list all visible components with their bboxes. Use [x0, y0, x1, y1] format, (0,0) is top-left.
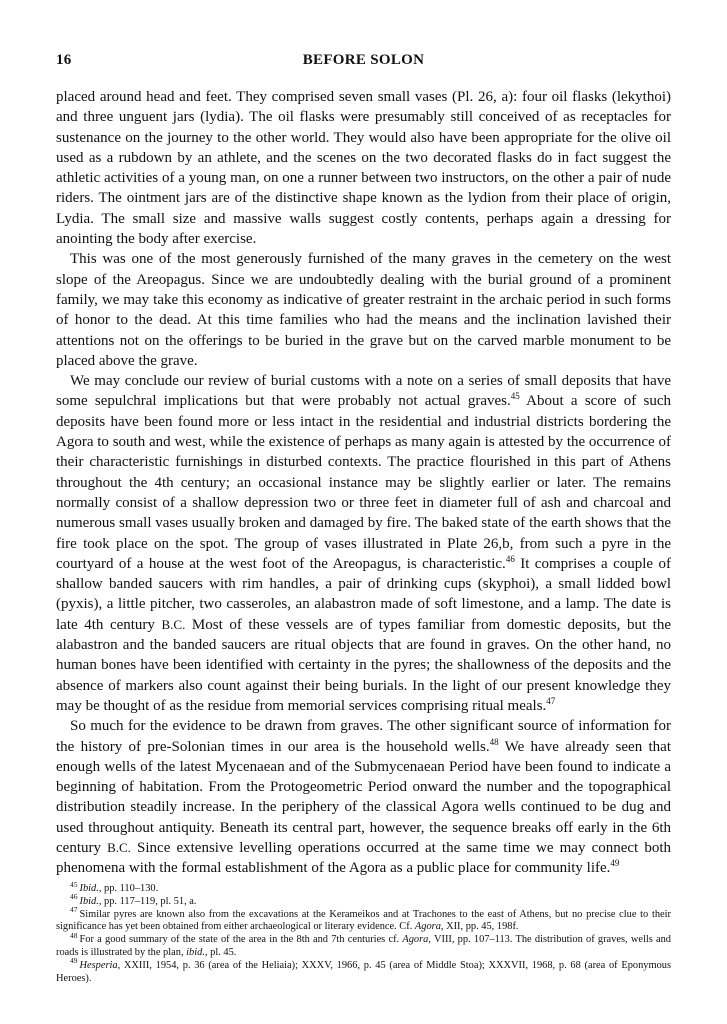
- text-run: This was one of the most generously furnished of the many graves in the cemetery on the west slope of the Areopagus. Since we are undoubtedly dealing with the burial ground of a prominent family, we may take this economy as indicative of greater restraint in the archaic period in such forms of honor to the dead. At this time families who had the means and the inclination lavished their attentions not on the offerings to be buried in the grave but on the carved marble monument to be placed above the grave.: [56, 251, 671, 369]
- footnote-number: 48: [70, 930, 78, 940]
- footnote-ref[interactable]: 49: [610, 858, 620, 869]
- footnote-text: , XXIII, 1954, p. 36 (area of the Heliaia); XXXV, 1966, p. 45 (area of Middle Stoa); XXXVII, 1968, p. 68 (area of Eponymous Heroes).: [56, 959, 671, 984]
- footnote-ref[interactable]: 45: [510, 391, 520, 402]
- citation-title: Agora: [402, 934, 429, 946]
- text-run: We may conclude our review of burial customs with a note on a series of small deposits that have some sepulchral implications but that were probably not actual graves.: [56, 373, 671, 410]
- small-caps-text: B.C.: [161, 616, 186, 632]
- footnote-text: For a good summary of the state of the area in the 8th and 7th centuries cf.: [79, 934, 403, 946]
- citation-title: ibid.: [186, 946, 205, 958]
- text-run: placed around head and feet. They comprised seven small vases (Pl. 26, a): four oil flasks (lekythoi) and three unguent jars (lydia). The oil flasks were presumably still conceived of as receptacles for sustenance on the journey to the other world. They would also have been appropriate for the olive oil used as a rubdown by an athlete, and the scenes on the two decorated flasks do in fact suggest the athletic activities of a young man, on one a runner between two instructors, on the other a pair of nude riders. The ointment jars are of the distinctive shape known as the lydion from their place of origin, Lydia. The small size and massive walls suggest costly contents, perhaps again a dressing for anointing the body after exercise.: [56, 89, 671, 248]
- footnote-48: [56, 930, 672, 960]
- page-number: 16: [56, 52, 72, 68]
- citation-title: Agora: [414, 921, 441, 933]
- paragraph-3: [56, 371, 671, 716]
- footnote-text: , pp. 110–130.: [98, 883, 159, 894]
- footnote-ref[interactable]: 48: [489, 736, 499, 747]
- citation-title: Ibid.: [79, 883, 99, 894]
- text-run: About a score of such deposits have been found more or less intact in the residential and industrial districts bordering the Agora to south and west, while the existence of perhaps as many again is attested by the occurrence of their characteristic furnishings in disturbed contexts. The practice flourished in this part of Athens throughout the 4th century; an occasional instance may be slightly earlier or later. The remains normally consist of a shallow depression two or three feet in diameter full of ash and charcoal and numerous small vases usually broken and damaged by fire. The baked state of the earth shows that the fire took place on the spot. The group of vases illustrated in Plate 26,b, from such a pyre in the courtyard of a house at the west foot of the Areopagus, is characteristic.: [56, 393, 671, 572]
- footnote-47: [56, 905, 671, 935]
- footnote-text: , XII, pp. 45, 198f.: [440, 921, 519, 933]
- body-text: [56, 87, 671, 879]
- text-run: Since extensive levelling operations occurred at the same time we may connect both phenomena with the formal establishment of the Agora as a public place for community life.: [56, 839, 671, 877]
- footnote-number: 45: [70, 879, 78, 889]
- footnote-ref[interactable]: 46: [505, 553, 515, 564]
- small-caps-text: B.C.: [107, 839, 131, 855]
- footnotes: [56, 879, 672, 985]
- citation-title: Hesperia: [79, 959, 118, 971]
- paragraph-4: [56, 716, 671, 878]
- footnote-number: 47: [70, 905, 78, 915]
- footnote-number: 46: [70, 892, 78, 902]
- paragraph-1: [56, 87, 671, 249]
- paragraph-2: [56, 249, 671, 371]
- text-run: So much for the evidence to be drawn from graves. The other significant source of information for the history of pre-Solonian times in our area is the household wells.: [56, 718, 671, 755]
- footnote-number: 49: [70, 956, 78, 966]
- text-run: It comprises a couple of shallow banded saucers with rim handles, a pair of drinking cups (skyphoi), a small lidded bowl (pyxis), a little pitcher, two casseroles, an alabastron made of soft limestone, and a lamp. The date is late 4th century: [56, 555, 671, 633]
- page-header: [56, 52, 671, 72]
- footnote-49: [56, 956, 671, 986]
- citation-title: Ibid.: [79, 895, 99, 907]
- running-head: BEFORE SOLON: [302, 52, 425, 68]
- footnote-text: Similar pyres are known also from the excavations at the Kerameikos and at Trachones to the east of Athens, but no precise clue to their significance has yet been obtained from either archaeological or literary evidence. Cf.: [56, 908, 671, 933]
- text-run: We have already seen that enough wells of the latest Mycenaean and of the Submycenaean Period have been found to indicate a beginning of habitation. From the Protogeometric Period onward the number and the topographical distribution steadily increase. In the periphery of the classical Agora wells continued to be dug and used throughout antiquity. Beneath its central part, however, the sequence breaks off early in the 6th century: [56, 738, 671, 856]
- footnote-45: [56, 879, 671, 896]
- text-run: Most of these vessels are of types familiar from domestic deposits, but the alabastron and the banded saucers are ritual objects that are found in graves. On the other hand, no human bones have been identified with certainty in the pyres; the shallowness of the deposits and the absence of markers also count against their being burials. In the light of our present knowledge they may be thought of as the residue from memorial services comprising ritual meals.: [56, 616, 672, 714]
- footnote-46: [56, 892, 671, 909]
- footnote-text: , pp. 117–119, pl. 51, a.: [98, 895, 197, 907]
- footnote-text: , pl. 45.: [204, 946, 237, 958]
- footnote-text: , VIII, pp. 107–113. The distribution of graves, wells and roads is illustrated by the plan,: [56, 934, 672, 958]
- footnote-ref[interactable]: 47: [546, 695, 556, 706]
